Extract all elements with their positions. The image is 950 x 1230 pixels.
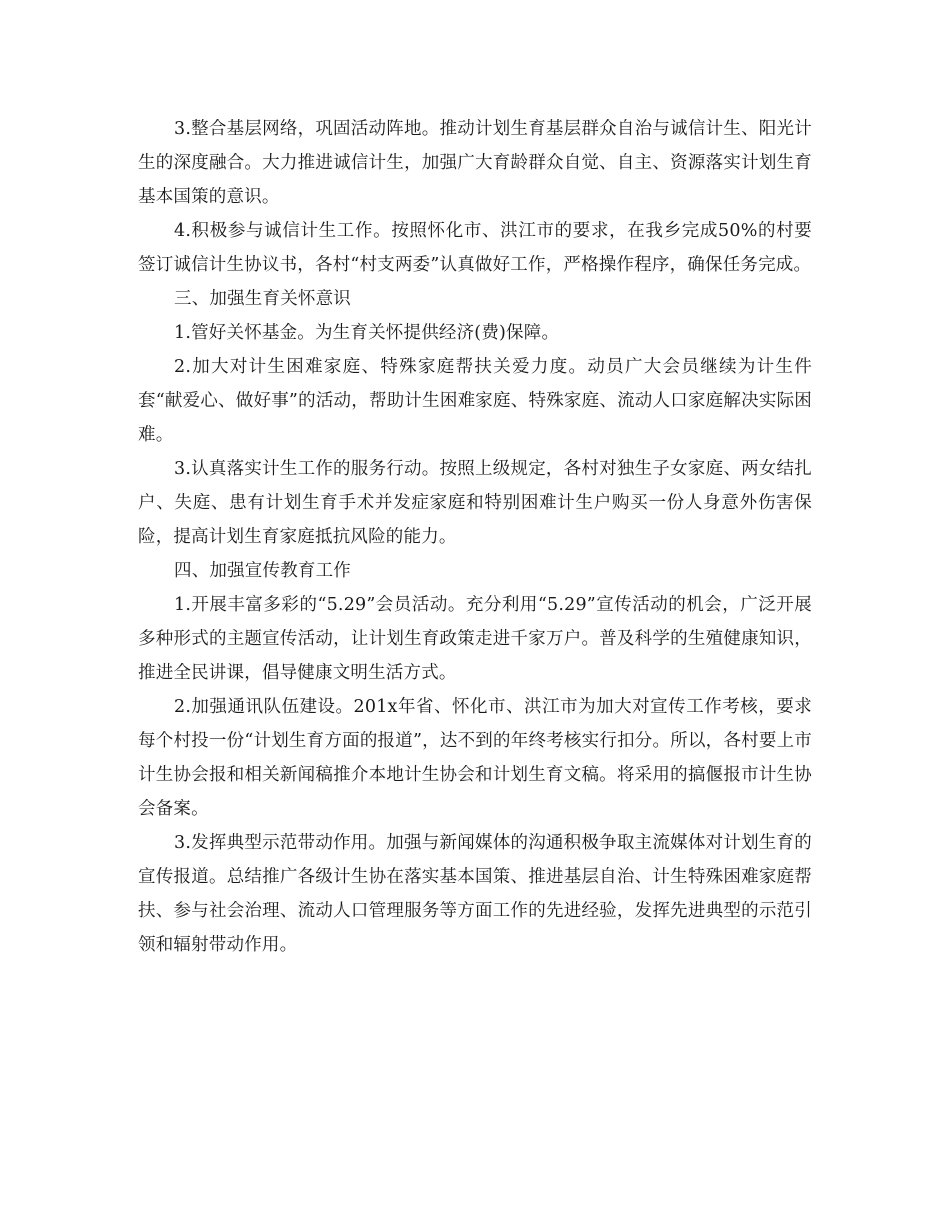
paragraph-service-action: 3.认真落实计生工作的服务行动。按照上级规定，各村对独生子女家庭、两女结扎户、失庭、患有计划生育手术并发症家庭和特别困难计生户购买一份人身意外伤害保险，提高计划生育家庭抵抗风险的能力。 [138, 459, 812, 547]
paragraph-correspondent-team: 2.加强通讯队伍建设。201x年省、怀化市、洪江市为加大对宣传工作考核，要求每个村投一份“计划生育方面的报道”，达不到的年终考核实行扣分。所以，各村要上市计生协会报和相关新闻稿推介本地计生协会和计划生育文稿。将采用的搞偃报市计生协会备案。 [138, 697, 812, 819]
paragraph-member-activities: 1.开展丰富多彩的“5.29”会员活动。充分利用“5.29”宣传活动的机会，广泛开展多种形式的主题宣传活动，让计划生育政策走进千家万户。普及科学的生殖健康知识，推进全民讲课，倡导健康文明生活方式。 [138, 595, 812, 683]
paragraph-integrate-network: 3.整合基层网络，巩固活动阵地。推动计划生育基层群众自治与诚信计生、阳光计生的深度融合。大力推进诚信计生，加强广大育龄群众自觉、自主、资源落实计划生育基本国策的意识。 [138, 119, 812, 207]
paragraph-honest-family-planning: 4.积极参与诚信计生工作。按照怀化市、洪江市的要求，在我乡完成50%的村要签订诚信计生协议书，各村“村支两委”认真做好工作，严格操作程序，确保任务完成。 [138, 221, 812, 275]
section-heading-publicity: 四、加强宣传教育工作 [174, 561, 351, 581]
paragraph-typical-models: 3.发挥典型示范带动作用。加强与新闻媒体的沟通积极争取主流媒体对计划生育的宣传报道。总结推广各级计生协在落实基本国策、推进基层自治、计生特殊困难家庭帮扶、参与社会治理、流动人口管理服务等方面工作的先进经验，发挥先进典型的示范引领和辐射带动作用。 [138, 833, 812, 955]
paragraph-assist-families: 2.加大对计生困难家庭、特殊家庭帮扶关爱力度。动员广大会员继续为计生件套“献爱心、做好事”的活动，帮助计生困难家庭、特殊家庭、流动人口家庭解决实际困难。 [138, 357, 812, 445]
section-heading-care: 三、加强生育关怀意识 [174, 289, 351, 309]
paragraph-care-fund: 1.管好关怀基金。为生育关怀提供经济(费)保障。 [174, 323, 560, 343]
document-body [138, 112, 812, 962]
